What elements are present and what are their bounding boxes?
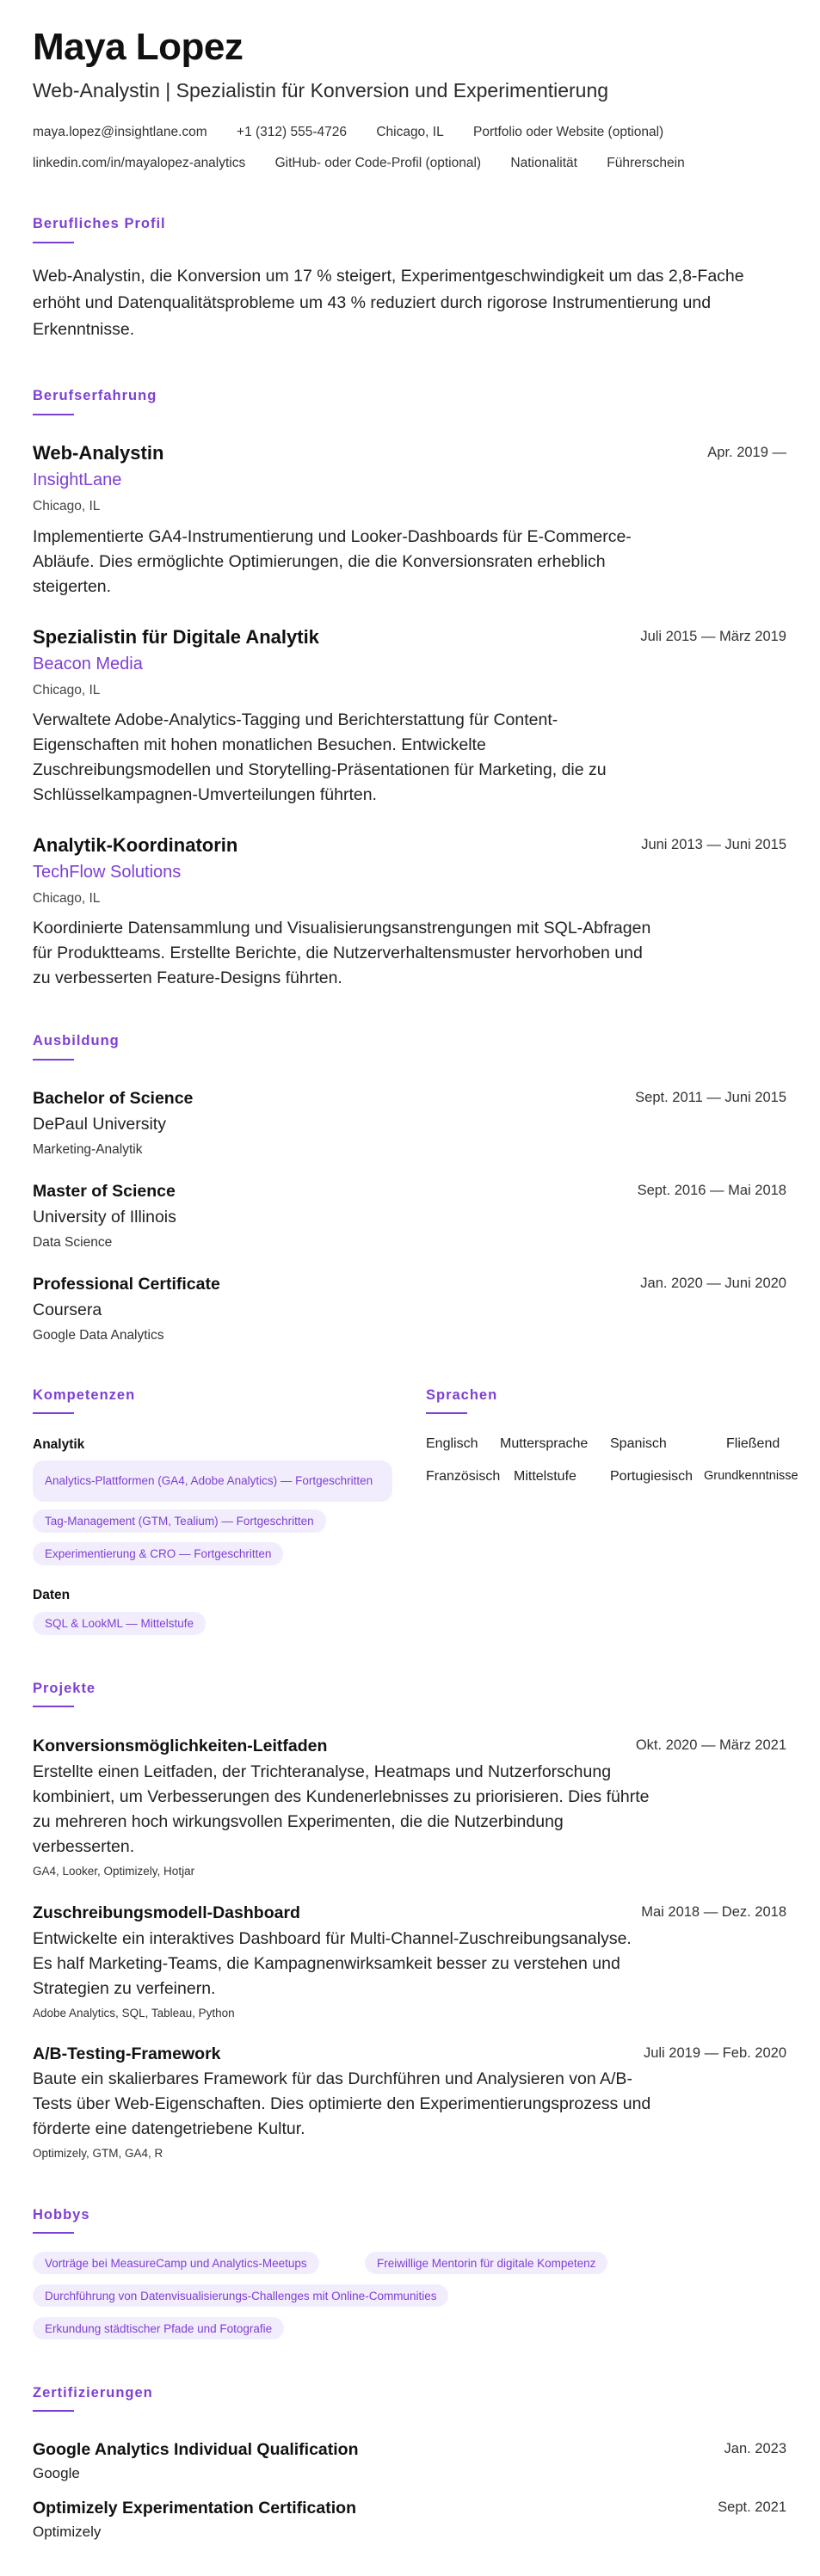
section-divider bbox=[33, 1059, 74, 1061]
field-of-study: Data Science bbox=[33, 1235, 113, 1250]
certification-name: Optimizely Experimentation Certification bbox=[33, 2499, 356, 2518]
project-description: Baute ein skalierbares Framework für das Durchführen und Analysieren von A/B-Tests über Web-Eigenschaften. Dies optimierte den Experimentierungsprozess und förderte eine datengetriebene Kultur. bbox=[33, 2069, 651, 2138]
project-dates: Okt. 2020 — März 2021 bbox=[635, 1737, 786, 1753]
project-description: Entwickelte ein interaktives Dashboard für Multi-Channel-Zuschreibungsanalyse. Es half Marketing-Teams, die Kampagnenwirksamkeit besser zu verstehen und Strategien zu verfeinern. bbox=[33, 1929, 632, 1998]
job-dates: Apr. 2019 — bbox=[707, 445, 786, 460]
section-title-skills: Kompetenzen bbox=[33, 1387, 136, 1403]
field-of-study: Marketing-Analytik bbox=[33, 1142, 143, 1157]
section-divider bbox=[33, 242, 74, 243]
email-link[interactable]: maya.lopez@insightlane.com bbox=[33, 125, 207, 139]
project-name: A/B-Testing-Framework bbox=[33, 2044, 221, 2063]
language-name: Englisch bbox=[426, 1436, 478, 1451]
project-dates: Mai 2018 — Dez. 2018 bbox=[641, 1904, 786, 1920]
language-level: Mittelstufe bbox=[514, 1469, 576, 1484]
education-dates: Sept. 2011 — Juni 2015 bbox=[635, 1090, 786, 1105]
school-name: DePaul University bbox=[33, 1115, 166, 1134]
certification-name: Google Analytics Individual Qualification bbox=[33, 2440, 359, 2459]
section-title-experience: Berufserfahrung bbox=[33, 388, 157, 403]
section-divider bbox=[33, 1706, 74, 1707]
education-dates: Jan. 2020 — Juni 2020 bbox=[640, 1276, 786, 1291]
section-divider bbox=[33, 414, 74, 415]
candidate-name: Maya Lopez bbox=[33, 26, 244, 68]
linkedin-link[interactable]: linkedin.com/in/mayalopez-analytics bbox=[33, 156, 246, 170]
language-name: Portugiesisch bbox=[610, 1469, 694, 1484]
language-level: Grundkenntnisse bbox=[704, 1469, 798, 1483]
job-location: Chicago, IL bbox=[33, 499, 101, 513]
skill-chip: Tag-Management (GTM, Tealium) — Fortgeschritten bbox=[33, 1509, 326, 1533]
education-dates: Sept. 2016 — Mai 2018 bbox=[637, 1183, 786, 1198]
certification-issuer: Optimizely bbox=[33, 2524, 102, 2540]
company-name: InsightLane bbox=[33, 470, 122, 489]
drivers-license: Führerschein bbox=[607, 156, 685, 170]
section-title-languages: Sprachen bbox=[426, 1387, 498, 1403]
project-name: Zuschreibungsmodell-Dashboard bbox=[33, 1903, 300, 1922]
skill-group-name: Daten bbox=[33, 1588, 71, 1602]
job-title: Analytik-Koordinatorin bbox=[33, 834, 238, 856]
company-name: TechFlow Solutions bbox=[33, 863, 182, 882]
job-dates: Juni 2013 — Juni 2015 bbox=[641, 837, 786, 852]
profile-summary: Web-Analystin, die Konversion um 17 % steigert, Experimentgeschwindigkeit um das 2,8-Fache erhöht und Datenqualitätsprobleme um 43 % reduziert durch rigorose Instrumentierung und Erkenntnisse. bbox=[33, 267, 744, 339]
skill-chip: Analytics-Plattformen (GA4, Adobe Analytics) — Fortgeschritten bbox=[33, 1460, 392, 1502]
location: Chicago, IL bbox=[376, 125, 444, 139]
project-tech-stack: Optimizely, GTM, GA4, R bbox=[33, 2147, 163, 2160]
section-title-projects: Projekte bbox=[33, 1681, 96, 1696]
phone-number[interactable]: +1 (312) 555-4726 bbox=[237, 125, 347, 139]
certification-issuer: Google bbox=[33, 2465, 80, 2481]
certification-date: Jan. 2023 bbox=[724, 2441, 786, 2456]
section-divider bbox=[33, 2410, 74, 2412]
company-name: Beacon Media bbox=[33, 655, 143, 673]
hobby-chip: Vorträge bei MeasureCamp und Analytics-Meetups bbox=[33, 2252, 319, 2274]
language-name: Spanisch bbox=[610, 1436, 667, 1451]
project-dates: Juli 2019 — Feb. 2020 bbox=[643, 2045, 786, 2061]
language-level: Fließend bbox=[726, 1436, 780, 1451]
section-divider bbox=[33, 2232, 74, 2234]
section-title-certifications: Zertifizierungen bbox=[33, 2385, 153, 2401]
language-name: Französisch bbox=[426, 1469, 501, 1484]
section-title-education: Ausbildung bbox=[33, 1033, 120, 1048]
section-divider bbox=[426, 1412, 467, 1414]
skill-group-name: Analytik bbox=[33, 1437, 85, 1452]
job-location: Chicago, IL bbox=[33, 683, 101, 698]
skill-chip: SQL & LookML — Mittelstufe bbox=[33, 1612, 206, 1635]
school-name: University of Illinois bbox=[33, 1208, 176, 1227]
portfolio-link[interactable]: Portfolio oder Website (optional) bbox=[473, 125, 664, 139]
job-description: Implementierte GA4-Instrumentierung und Looker-Dashboards für E-Commerce-Abläufe. Dies ermöglichte Optimierungen, die die Konversionsraten erheblich steigerten. bbox=[33, 527, 632, 596]
project-description: Erstellte einen Leitfaden, der Trichteranalyse, Heatmaps und Nutzerforschung kombiniert, um Verbesserungen des Kundenerlebnisses zu priorisieren. Dies führte zu mehreren hoch wirkungsvollen Experimenten, die die Nutzerbindung verbesserten. bbox=[33, 1762, 650, 1856]
job-location: Chicago, IL bbox=[33, 891, 101, 906]
degree-name: Bachelor of Science bbox=[33, 1089, 194, 1108]
project-tech-stack: GA4, Looker, Optimizely, Hotjar bbox=[33, 1865, 195, 1878]
job-description: Koordinierte Datensammlung und Visualisierungsanstrengungen mit SQL-Abfragen für Produktteams. Erstellte Berichte, die Nutzerverhaltensmuster hervorhoben und zu verbesserten Feature-Designs führten. bbox=[33, 919, 651, 987]
hobby-chip: Durchführung von Datenvisualisierungs-Challenges mit Online-Communities bbox=[33, 2284, 448, 2307]
job-dates: Juli 2015 — März 2019 bbox=[640, 629, 786, 644]
section-divider bbox=[33, 1412, 74, 1414]
nationality: Nationalität bbox=[510, 156, 577, 170]
school-name: Coursera bbox=[33, 1300, 102, 1319]
field-of-study: Google Data Analytics bbox=[33, 1328, 164, 1343]
contact-row-2 bbox=[33, 156, 711, 171]
certification-date: Sept. 2021 bbox=[718, 2499, 786, 2515]
hobby-chip: Freiwillige Mentorin für digitale Kompetenz bbox=[365, 2252, 607, 2274]
degree-name: Master of Science bbox=[33, 1182, 176, 1201]
project-tech-stack: Adobe Analytics, SQL, Tableau, Python bbox=[33, 2007, 235, 2020]
contact-row-1 bbox=[33, 125, 689, 140]
degree-name: Professional Certificate bbox=[33, 1275, 220, 1294]
project-name: Konversionsmöglichkeiten-Leitfaden bbox=[33, 1737, 328, 1755]
section-title-hobbies: Hobbys bbox=[33, 2207, 90, 2222]
language-level: Muttersprache bbox=[500, 1436, 589, 1451]
section-title-profile: Berufliches Profil bbox=[33, 216, 166, 231]
hobby-chip: Erkundung städtischer Pfade und Fotografie bbox=[33, 2317, 284, 2339]
github-link[interactable]: GitHub- oder Code-Profil (optional) bbox=[274, 156, 482, 170]
job-title: Web-Analystin bbox=[33, 442, 164, 464]
job-title: Spezialistin für Digitale Analytik bbox=[33, 626, 319, 648]
skill-chip: Experimentierung & CRO — Fortgeschritten bbox=[33, 1542, 283, 1565]
job-description: Verwaltete Adobe-Analytics-Tagging und Berichterstattung für Content-Eigenschaften mit hohen monatlichen Besuchen. Entwickelte Zuschreibungsmodellen und Storytelling-Präsentationen für Marketing, die zu Schlüsselkampagnen-Umverteilungen führten. bbox=[33, 710, 607, 804]
headline: Web-Analystin | Spezialistin für Konversion und Experimentierung bbox=[33, 79, 609, 101]
